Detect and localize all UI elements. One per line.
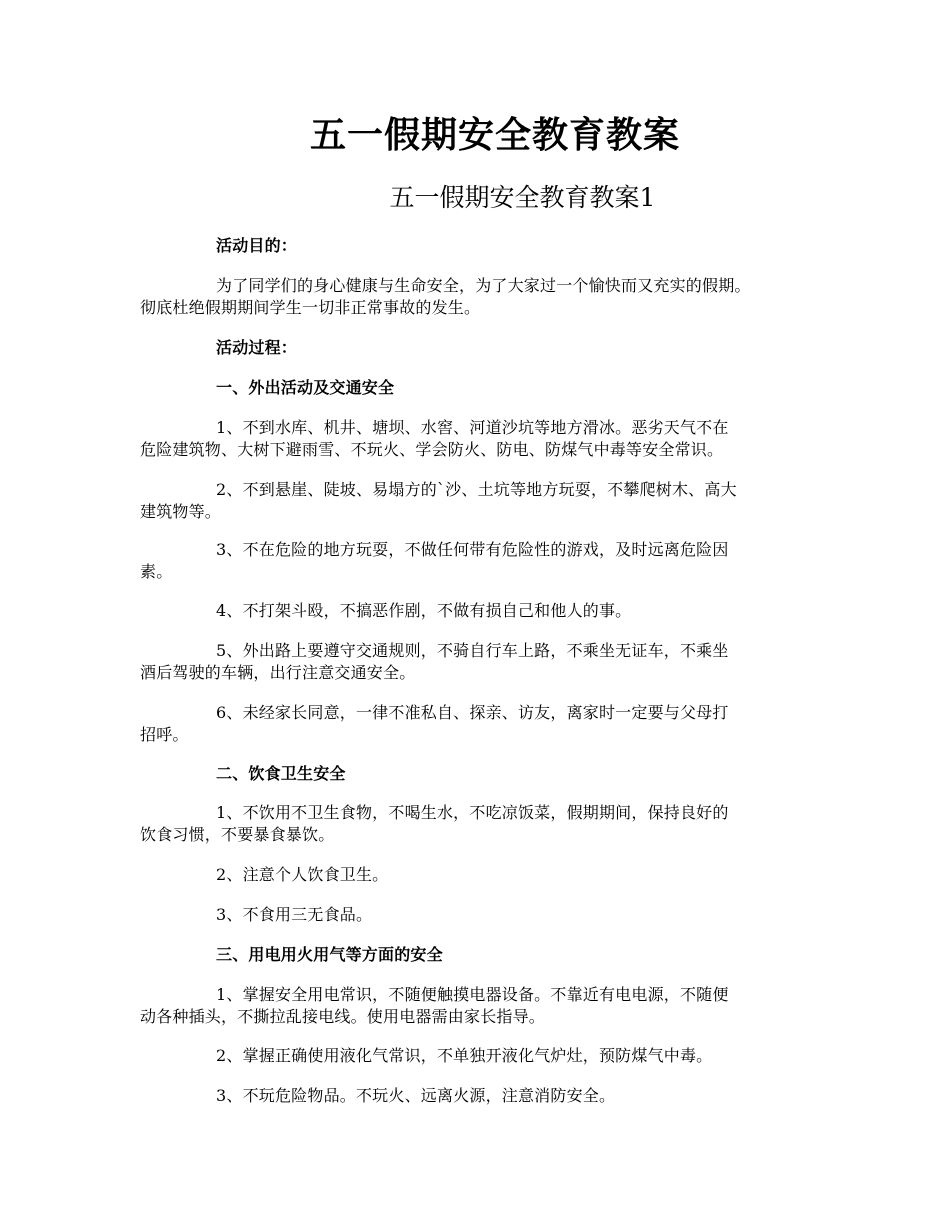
paragraph-line: 动各种插头，不撕拉乱接电线。使用电器需由家长指导。 [140, 1007, 546, 1026]
paragraph-line: 3、不玩危险物品。不玩火、远离火源，注意消防安全。 [216, 1086, 616, 1105]
section-heading-electricity-fire-gas: 三、用电用火用气等方面的安全 [216, 945, 443, 964]
paragraph-line: 建筑物等。 [140, 502, 222, 521]
paragraph-line: 5、外出路上要遵守交通规则，不骑自行车上路，不乘坐无证车，不乘坐 [216, 641, 729, 660]
paragraph-line: 1、掌握安全用电常识，不随便触摸电器设备。不靠近有电电源，不随便 [216, 985, 729, 1004]
paragraph-line: 彻底杜绝假期期间学生一切非正常事故的发生。 [140, 298, 481, 317]
paragraph-line: 4、不打架斗殴，不搞恶作剧，不做有损自己和他人的事。 [216, 601, 632, 620]
paragraph-line: 1、不到水库、机井、塘坝、水窖、河道沙坑等地方滑冰。恶劣天气不在 [216, 418, 729, 437]
section-heading-process: 活动过程： [216, 338, 298, 357]
paragraph-line: 2、不到悬崖、陡坡、易塌方的`沙、土坑等地方玩耍，不攀爬树木、高大 [216, 480, 737, 499]
paragraph-line: 为了同学们的身心健康与生命安全，为了大家过一个愉快而又充实的假期。 [216, 276, 751, 295]
paragraph-line: 3、不在危险的地方玩耍，不做任何带有危险性的游戏，及时远离危险因 [216, 540, 729, 559]
paragraph-line: 3、不食用三无食品。 [216, 905, 373, 924]
section-heading-travel-safety: 一、外出活动及交通安全 [216, 378, 395, 397]
paragraph-line: 1、不饮用不卫生食物，不喝生水，不吃凉饭菜，假期期间，保持良好的 [216, 803, 729, 822]
paragraph-line: 饮食习惯，不要暴食暴饮。 [140, 825, 335, 844]
paragraph-line: 危险建筑物、大树下避雨雪、不玩火、学会防火、防电、防煤气中毒等安全常识。 [140, 440, 724, 459]
paragraph-line: 2、掌握正确使用液化气常识，不单独开液化气炉灶，预防煤气中毒。 [216, 1046, 713, 1065]
section-heading-food-safety: 二、饮食卫生安全 [216, 764, 346, 783]
document-title: 五一假期安全教育教案 [309, 115, 680, 156]
section-heading-purpose: 活动目的： [216, 236, 298, 255]
paragraph-line: 酒后驾驶的车辆，出行注意交通安全。 [140, 663, 416, 682]
paragraph-line: 6、未经家长同意，一律不准私自、探亲、访友，离家时一定要与父母打 [216, 703, 729, 722]
paragraph-line: 2、注意个人饮食卫生。 [216, 865, 389, 884]
paragraph-line: 素。 [140, 562, 173, 581]
document-subtitle: 五一假期安全教育教案1 [389, 183, 656, 212]
paragraph-line: 招呼。 [140, 725, 189, 744]
